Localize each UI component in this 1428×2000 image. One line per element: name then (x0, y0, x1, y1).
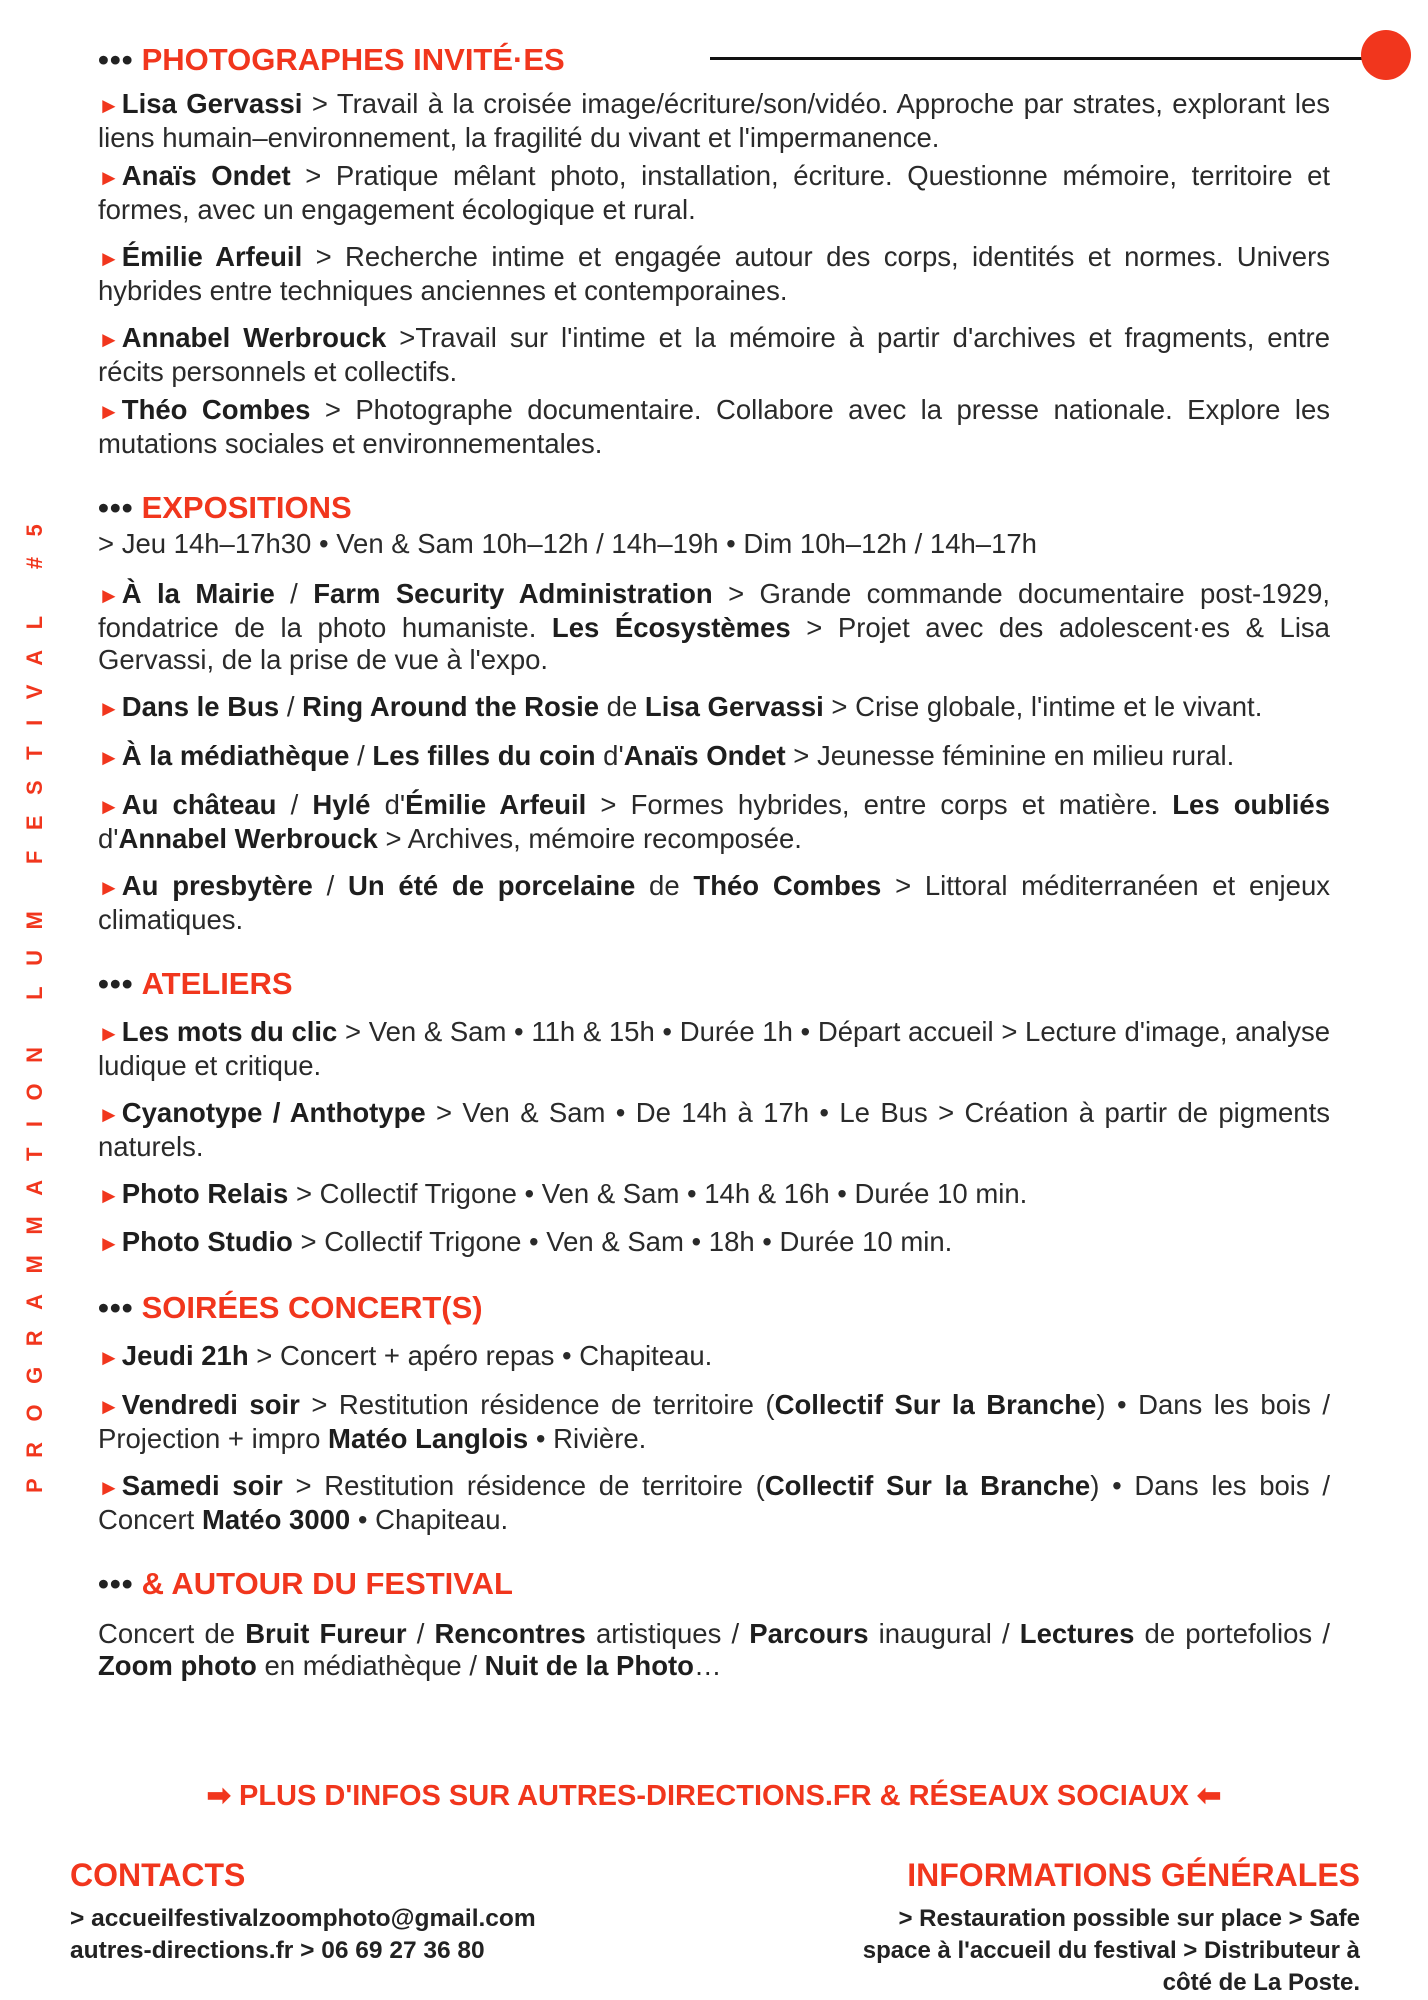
autour-text: Concert de Bruit Fureur / Rencontres artistiques / Parcours inaugural / Lectures de portefolios / Zoom photo en médiathèque / Nuit de la Photo… (98, 1618, 1330, 1681)
arrow-icon: ► (98, 875, 120, 900)
workshop-entry: ►Photo Studio > Collectif Trigone • Ven & Sam • 18h • Durée 10 min. (98, 1226, 953, 1257)
arrow-icon: ► (98, 1475, 120, 1500)
photographer-entry: ►Anaïs Ondet > Pratique mêlant photo, installation, écriture. Questionne mémoire, territoire et formes, avec un engagement écologique et rural. (98, 160, 1331, 225)
side-vertical-title: PROGRAMMATION LUM FESTIVAL #5 (22, 503, 47, 1493)
photographer-entry: ►Théo Combes > Photographe documentaire. Collabore avec la presse nationale. Explore les mutations sociales et environnementales. (98, 394, 1330, 459)
concert-entry: ►Jeudi 21h > Concert + apéro repas • Chapiteau. (98, 1340, 713, 1371)
arrow-icon: ► (98, 93, 120, 118)
contacts-block (70, 1855, 670, 1967)
general-info-block (760, 1855, 1360, 1999)
section-title-ateliers: ••• ATELIERS (98, 966, 293, 1001)
exhibition-hours: > Jeu 14h–17h30 • Ven & Sam 10h–12h / 14h–19h • Dim 10h–12h / 14h–17h (98, 528, 1037, 559)
arrow-icon: ► (98, 165, 120, 190)
section-title-photographes: ••• PHOTOGRAPHES INVITÉ·ES (98, 42, 565, 77)
contacts-title: CONTACTS (70, 1857, 246, 1893)
section-title-soirees: ••• SOIRÉES CONCERT(S) (98, 1290, 483, 1325)
arrow-icon: ► (98, 1183, 120, 1208)
photographer-entry: ►Annabel Werbrouck >Travail sur l'intime et la mémoire à partir d'archives et fragments, entre récits personnels et collectifs. (98, 322, 1330, 387)
exhibition-entry: ►Dans le Bus / Ring Around the Rosie de Lisa Gervassi > Crise globale, l'intime et le vivant. (98, 691, 1263, 722)
general-info-title: INFORMATIONS GÉNÉRALES (907, 1857, 1360, 1893)
photographer-entry: ►Émilie Arfeuil > Recherche intime et engagée autour des corps, identités et normes. Univers hybrides entre techniques anciennes et contemporaines. (98, 241, 1330, 306)
arrow-icon: ► (98, 327, 120, 352)
general-info-line: > Restauration possible sur place > Safe (898, 1905, 1360, 1932)
contact-email[interactable]: > accueilfestivalzoomphoto@gmail.com (70, 1905, 536, 1932)
arrow-icon: ► (98, 583, 120, 608)
section-title-expositions: ••• EXPOSITIONS (98, 490, 352, 525)
arrow-icon: ► (98, 745, 120, 770)
contact-website-phone[interactable]: autres-directions.fr > 06 69 27 36 80 (70, 1937, 485, 1964)
arrow-icon: ► (98, 1345, 120, 1370)
arrow-icon: ► (98, 399, 120, 424)
decorative-dot (1361, 30, 1411, 80)
exhibition-entry: ►Au presbytère / Un été de porcelaine de Théo Combes > Littoral méditerranéen et enjeux climatiques. (98, 870, 1330, 935)
workshop-entry: ►Photo Relais > Collectif Trigone • Ven & Sam • 14h & 16h • Durée 10 min. (98, 1178, 1028, 1209)
exhibition-entry: ►À la médiathèque / Les filles du coin d'Anaïs Ondet > Jeunesse féminine en milieu rural. (98, 740, 1235, 771)
arrow-icon: ► (98, 1231, 120, 1256)
exhibition-entry: ►À la Mairie / Farm Security Administration > Grande commande documentaire post-1929, fondatrice de la photo humaniste. Les Écosystèmes > Projet avec des adolescent·es & Lisa Gervassi, de la prise de vue à l'expo. (98, 578, 1331, 675)
program-content (98, 40, 1330, 1682)
photographer-entry: ►Lisa Gervassi > Travail à la croisée image/écriture/son/vidéo. Approche par strates, explorant les liens humain–environnement, la fragilité du vivant et l'impermanence. (98, 88, 1331, 153)
concert-entry: ►Samedi soir > Restitution résidence de territoire (Collectif Sur la Branche) • Dans les bois / Concert Matéo 3000 • Chapiteau. (98, 1470, 1330, 1535)
workshop-entry: ►Les mots du clic > Ven & Sam • 11h & 15h • Durée 1h • Départ accueil > Lecture d'image, analyse ludique et critique. (98, 1016, 1330, 1081)
exhibition-entry: ►Au château / Hylé d'Émilie Arfeuil > Formes hybrides, entre corps et matière. Les oubliés d'Annabel Werbrouck > Archives, mémoire recomposée. (98, 789, 1331, 854)
arrow-icon: ► (98, 1021, 120, 1046)
arrow-icon: ► (98, 1102, 120, 1127)
general-info-line: côté de La Poste. (1162, 1969, 1360, 1996)
workshop-entry: ►Cyanotype / Anthotype > Ven & Sam • De 14h à 17h • Le Bus > Création à partir de pigments naturels. (98, 1097, 1330, 1162)
arrow-icon: ► (98, 1394, 120, 1419)
concert-entry: ►Vendredi soir > Restitution résidence de territoire (Collectif Sur la Branche) • Dans les bois / Projection + impro Matéo Langlois • Rivière. (98, 1389, 1330, 1454)
arrow-icon: ► (98, 794, 120, 819)
arrow-icon: ► (98, 696, 120, 721)
info-banner-link[interactable]: ➡ PLUS D'INFOS SUR AUTRES-DIRECTIONS.FR & RÉSEAUX SOCIAUX ⬅ (206, 1780, 1222, 1812)
general-info-line: space à l'accueil du festival > Distributeur à (862, 1937, 1360, 1964)
arrow-icon: ► (98, 246, 120, 271)
section-title-autour: ••• & AUTOUR DU FESTIVAL (98, 1566, 513, 1601)
